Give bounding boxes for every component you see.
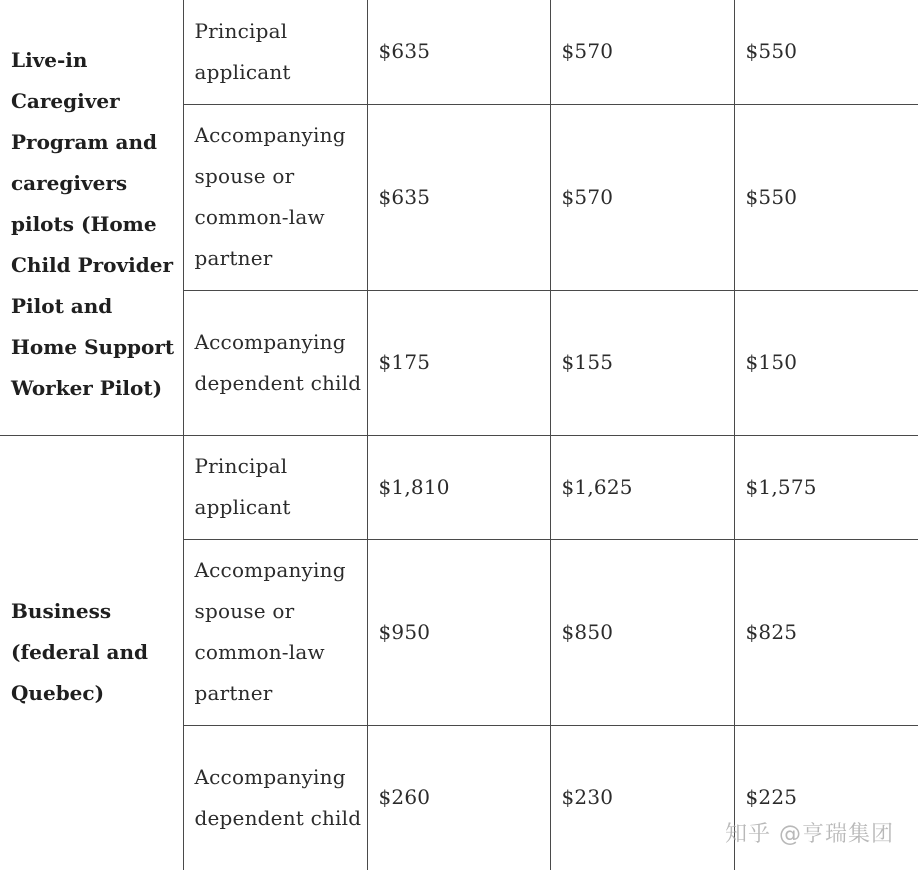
fee-cell: $570 [550,104,734,290]
program-group-label: Live-in Caregiver Program and caregivers pilots (Home Child Provider Pilot and Home Support Worker Pilot) [0,0,183,435]
fee-cell: $150 [734,290,918,435]
watermark: 知乎 @亨瑞集团 [725,822,894,847]
fee-cell: $155 [550,290,734,435]
fee-cell: $175 [367,290,550,435]
fee-cell: $635 [367,0,550,104]
fee-cell: $950 [367,539,550,725]
applicant-type-cell: Principal applicant [183,435,367,539]
applicant-type-cell: Accompanying dependent child [183,290,367,435]
fee-cell: $230 [550,725,734,870]
fee-cell: $1,625 [550,435,734,539]
fee-cell: $850 [550,539,734,725]
fee-cell: $550 [734,104,918,290]
fee-cell: $1,575 [734,435,918,539]
fee-cell: $825 [734,539,918,725]
applicant-type-cell: Accompanying spouse or common-law partner [183,539,367,725]
program-group-label: Business (federal and Quebec) [11,599,149,706]
fee-cell: $1,810 [367,435,550,539]
table-row [0,435,918,539]
applicant-type-cell: Accompanying dependent child [183,725,367,870]
fee-cell: $550 [734,0,918,104]
fee-cell: $635 [367,104,550,290]
fee-cell: $260 [367,725,550,870]
fee-cell: $570 [550,0,734,104]
applicant-type-cell: Accompanying spouse or common-law partner [183,104,367,290]
fee-cell: $225 [734,725,918,870]
applicant-type-cell: Principal applicant [183,0,367,104]
table-row [0,0,918,104]
